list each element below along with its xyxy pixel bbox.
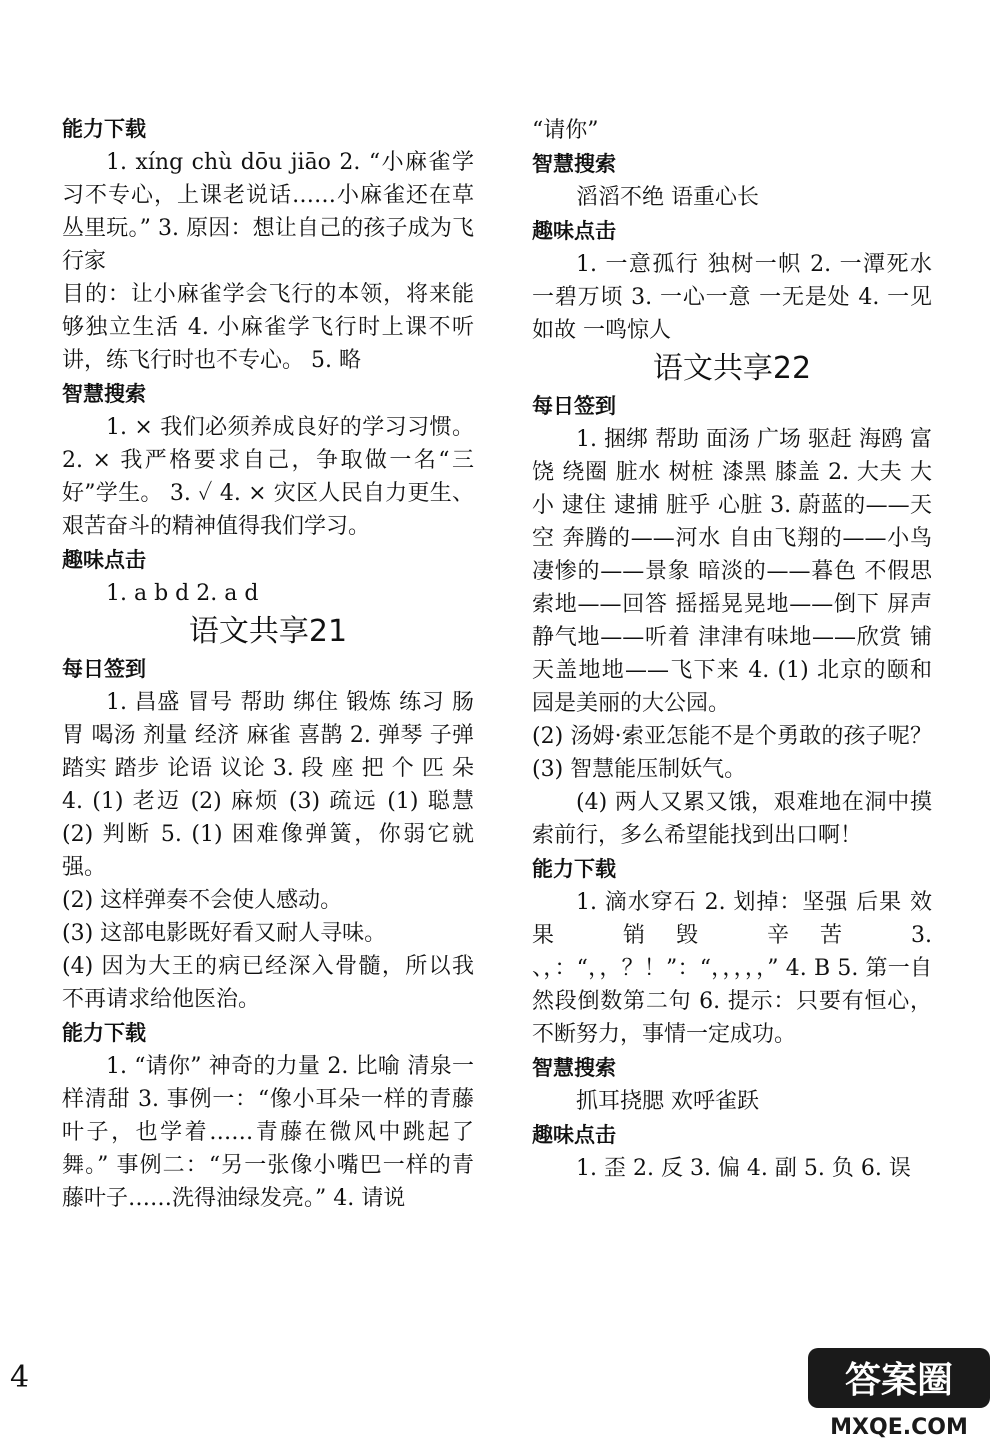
answer-paragraph: (3) 这部电影既好看又耐人寻味。 xyxy=(62,921,387,946)
answer-paragraph: (2) 这样弹奏不会使人感动。 xyxy=(62,888,343,913)
answer-paragraph: 滔滔不绝 语重心长 xyxy=(576,185,759,210)
watermark-url: MXQE.COM xyxy=(830,1415,968,1440)
page-number: 4 xyxy=(10,1360,30,1395)
answer-paragraph: 目的：让小麻雀学会飞行的本领，将来能够独立生活 4. 小麻雀学飞行时上课不听讲，练飞行时也不专心。 5. 略 xyxy=(62,282,474,373)
section-heading: 每日签到 xyxy=(532,394,616,418)
section-heading: 趣味点击 xyxy=(532,219,616,243)
section-heading: 能力下载 xyxy=(62,1021,146,1045)
section-heading: 智慧搜索 xyxy=(532,152,616,176)
right-column xyxy=(532,114,932,1185)
section-heading: 能力下载 xyxy=(62,117,146,141)
answer-paragraph: 1. 滴水穿石 2. 划掉：坚强 后果 效果 销毁 辛苦 3. 、，：“，，？！”：“，，，，，” 4. B 5. 第一自然段倒数第二句 6. 提示：只要有恒心，不断努力，事情一定成功。 xyxy=(532,890,932,1047)
answer-paragraph: 1. 捆绑 帮助 面汤 广场 驱赶 海鸥 富饶 绕圈 脏水 树桩 漆黑 膝盖 2. 大夫 大小 逮住 逮捕 脏乎 心脏 3. 蔚蓝的——天空 奔腾的——河水 自由飞翔的——小鸟 凄惨的——景象 暗淡的——暮色 不假思索地——回答 摇摇晃晃地——倒下 屏声静气地——听着 津津有味地——欣赏 铺天盖地地——飞下来 4. (1) 北京的颐和园是美丽的大公园。 xyxy=(532,427,932,716)
lesson-title: 语文共享22 xyxy=(652,351,812,386)
section-heading: 趣味点击 xyxy=(62,548,146,572)
answer-paragraph: 1. “请你” 神奇的力量 2. 比喻 清泉一样清甜 3. 事例一：“像小耳朵一样的青藤叶子，也学着……青藤在微风中跳起了舞。” 事例二：“另一张像小嘴巴一样的青藤叶子……洗得油绿发亮。” 4. 请说 xyxy=(62,1054,474,1211)
section-heading: 能力下载 xyxy=(532,857,616,881)
answer-paragraph: 1. 一意孤行 独树一帜 2. 一潭死水 一碧万顷 3. 一心一意 一无是处 4. 一见如故 一鸣惊人 xyxy=(532,252,932,343)
answer-paragraph: (4) 因为大王的病已经深入骨髓，所以我不再请求给他医治。 xyxy=(62,954,474,1012)
answer-paragraph: 抓耳挠腮 欢呼雀跃 xyxy=(576,1089,759,1114)
section-heading: 智慧搜索 xyxy=(62,382,146,406)
answer-paragraph: 1. × 我们必须养成良好的学习习惯。 2. × 我严格要求自己，争取做一名“三好”学生。 3. ✓ 4. × 灾区人民自力更生、艰苦奋斗的精神值得我们学习。 xyxy=(62,415,474,539)
answer-paragraph: 1. 昌盛 冒号 帮助 绑住 锻炼 练习 肠胃 喝汤 剂量 经济 麻雀 喜鹊 2. 弹琴 子弹 踏实 踏步 论语 议论 3. 段 座 把 个 匹 朵 4. (1) 老迈 (2) 麻烦 (3) 疏远 (1) 聪慧 (2) 判断 5. (1) 困难像弹簧，你弱它就强。 xyxy=(62,690,474,880)
watermark-text: 答案圈 xyxy=(844,1360,954,1401)
answer-paragraph: 1. a b d 2. a d xyxy=(106,581,259,606)
section-heading: 智慧搜索 xyxy=(532,1056,616,1080)
answer-paragraph: (2) 汤姆·索亚怎能不是个勇敢的孩子呢？ (3) 智慧能压制妖气。 xyxy=(532,724,932,782)
answer-paragraph: 1. xíng chù dōu jiāo 2. “小麻雀学习不专心，上课老说话……小麻雀还在草丛里玩。” 3. 原因：想让自己的孩子成为飞行家 xyxy=(62,150,474,274)
section-heading: 每日签到 xyxy=(62,657,146,681)
continued-text: “请你” xyxy=(532,118,599,143)
lesson-title: 语文共享21 xyxy=(188,614,348,649)
answer-paragraph: 1. 歪 2. 反 3. 偏 4. 副 5. 负 6. 误 xyxy=(576,1156,911,1181)
left-column xyxy=(62,112,474,1215)
section-heading: 趣味点击 xyxy=(532,1123,616,1147)
watermark-logo xyxy=(806,1346,992,1442)
answer-paragraph: (4) 两人又累又饿，艰难地在洞中摸索前行，多么希望能找到出口啊！ xyxy=(532,790,932,848)
